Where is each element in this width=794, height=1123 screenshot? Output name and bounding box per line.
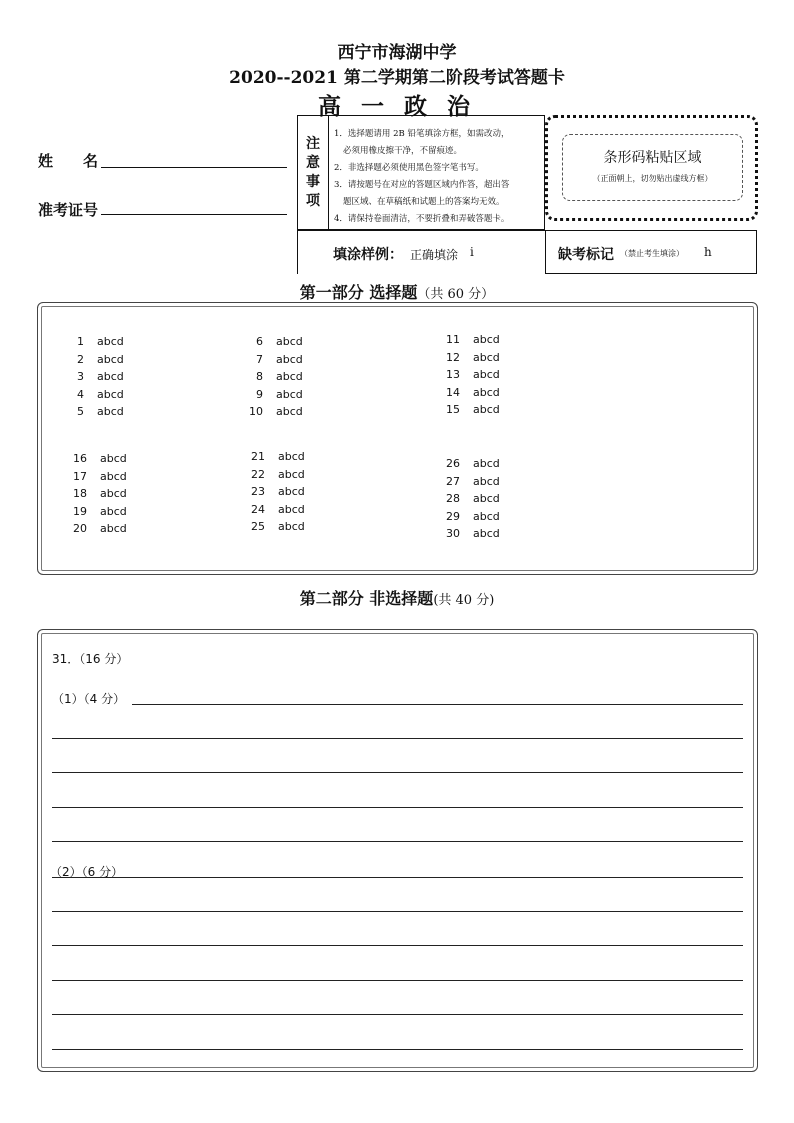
question-number: 21	[251, 450, 265, 463]
mcq-question	[241, 405, 303, 418]
answer-options[interactable]: abcd	[473, 509, 500, 523]
mcq-question	[438, 527, 500, 540]
answer-options[interactable]: abcd	[100, 487, 127, 500]
answer-options[interactable]: abcd	[97, 335, 124, 348]
answer-options[interactable]: abcd	[276, 387, 303, 401]
absent-label: 缺考标记	[558, 247, 614, 263]
mcq-question	[438, 386, 500, 399]
mcq-question	[62, 388, 124, 401]
question-number: 2	[77, 352, 84, 366]
answer-line[interactable]	[52, 1049, 743, 1050]
question-number: 28	[446, 492, 460, 505]
answer-options[interactable]: abcd	[278, 485, 305, 498]
answer-line[interactable]	[52, 772, 743, 773]
name-field[interactable]	[101, 167, 287, 168]
question-number: 26	[446, 457, 460, 470]
answer-options[interactable]: abcd	[97, 387, 124, 401]
mcq-question	[65, 522, 127, 535]
answer-options[interactable]: abcd	[473, 492, 500, 505]
absent-note: （禁止考生填涂）	[620, 249, 684, 258]
answer-line[interactable]	[52, 980, 743, 981]
question-number: 5	[77, 405, 84, 418]
question-number: 11	[446, 333, 460, 346]
answer-options[interactable]: abcd	[473, 385, 500, 399]
notice-heading: 注 意 事 项	[298, 116, 329, 229]
question-number: 7	[256, 352, 263, 366]
notice-box	[297, 115, 545, 230]
question-number: 16	[73, 452, 87, 465]
mcq-question	[65, 487, 127, 500]
q31-sub2-label: （2）（6 分）	[50, 865, 124, 879]
name-label: 姓 名	[38, 152, 99, 170]
fill-sample-box	[297, 230, 545, 274]
answer-options[interactable]: abcd	[473, 368, 500, 381]
answer-options[interactable]: abcd	[473, 333, 500, 346]
notice-items	[334, 126, 538, 228]
answer-options[interactable]: abcd	[473, 457, 500, 470]
mcq-question	[438, 475, 500, 488]
absent-mark-box	[545, 230, 757, 274]
answer-options[interactable]: abcd	[276, 352, 303, 366]
answer-line[interactable]	[52, 807, 743, 808]
q31-heading: 31．（16 分）	[52, 652, 129, 666]
question-number: 24	[251, 502, 265, 516]
answer-line[interactable]	[52, 738, 743, 739]
answer-options[interactable]: abcd	[473, 403, 500, 416]
q31-sub1-label: （1）（4 分）	[52, 692, 126, 706]
question-number: 12	[446, 350, 460, 364]
part2-title: 第二部分 非选择题(共 40 分)	[299, 589, 495, 608]
question-number: 18	[73, 487, 87, 500]
mcq-question	[65, 452, 127, 465]
answer-options[interactable]: abcd	[100, 504, 127, 518]
fill-sample-correct: 正确填涂	[410, 248, 459, 262]
mcq-question	[438, 333, 500, 346]
answer-line[interactable]	[52, 911, 743, 912]
mcq-question	[438, 351, 500, 364]
mcq-question	[243, 468, 305, 481]
mcq-question	[438, 492, 500, 505]
answer-options[interactable]: abcd	[278, 450, 305, 463]
barcode-area	[545, 115, 758, 221]
mcq-question	[62, 405, 124, 418]
exam-number-field[interactable]	[101, 214, 287, 215]
notice-item: 1．选择题请用 2B 铅笔填涂方框，如需改动，	[334, 129, 510, 139]
answer-options[interactable]: abcd	[276, 370, 303, 383]
mcq-question	[65, 505, 127, 518]
notice-item: 必须用橡皮擦干净，不留痕迹。	[343, 146, 463, 156]
question-number: 8	[256, 370, 263, 383]
exam-title: 2020--2021 第二学期第二阶段考试答题卡	[229, 68, 565, 88]
part1-title: 第一部分 选择题（共 60 分）	[299, 283, 495, 302]
mcq-question	[241, 353, 303, 366]
answer-options[interactable]: abcd	[473, 474, 500, 488]
question-number: 3	[77, 370, 84, 383]
question-number: 1	[77, 335, 84, 348]
question-number: 14	[446, 385, 460, 399]
question-number: 20	[73, 522, 87, 535]
answer-options[interactable]: abcd	[278, 520, 305, 533]
answer-line[interactable]	[52, 1014, 743, 1015]
question-number: 25	[251, 520, 265, 533]
question-number: 29	[446, 509, 460, 523]
mcq-question	[243, 485, 305, 498]
subject-title: 高 一 政 治	[317, 93, 477, 120]
answer-options[interactable]: abcd	[97, 405, 124, 418]
notice-item: 2．非选择题必须使用黑色签字笔书写。	[334, 163, 484, 173]
answer-options[interactable]: abcd	[100, 522, 127, 535]
answer-options[interactable]: abcd	[100, 469, 127, 483]
mcq-question	[241, 335, 303, 348]
question-number: 19	[73, 504, 87, 518]
mcq-question	[241, 370, 303, 383]
answer-options[interactable]: abcd	[100, 452, 127, 465]
question-number: 15	[446, 403, 460, 416]
question-number: 13	[446, 368, 460, 381]
answer-options[interactable]: abcd	[97, 352, 124, 366]
barcode-subtitle: （正面朝上，切勿贴出虚线方框）	[592, 174, 713, 183]
answer-line[interactable]	[52, 945, 743, 946]
mcq-question	[65, 470, 127, 483]
answer-options[interactable]: abcd	[278, 502, 305, 516]
question-number: 9	[256, 387, 263, 401]
mcq-question	[438, 457, 500, 470]
answer-options[interactable]: abcd	[276, 335, 303, 348]
fill-sample-mark: i	[470, 245, 474, 259]
barcode-title: 条形码粘贴区域	[603, 150, 702, 166]
part2-frame	[37, 629, 758, 1072]
mcq-question	[62, 335, 124, 348]
mcq-question	[438, 510, 500, 523]
notice-item: 题区域、在草稿纸和试题上的答案均无效。	[343, 197, 505, 207]
answer-options[interactable]: abcd	[473, 527, 500, 540]
mcq-question	[243, 503, 305, 516]
mcq-question	[438, 368, 500, 381]
question-number: 4	[77, 387, 84, 401]
answer-options[interactable]: abcd	[97, 370, 124, 383]
exam-number-label: 准考证号	[38, 201, 99, 219]
question-number: 10	[249, 405, 263, 418]
answer-line[interactable]	[52, 841, 743, 842]
question-number: 17	[73, 469, 87, 483]
question-number: 22	[251, 467, 265, 481]
answer-line[interactable]	[52, 877, 743, 878]
part1-frame	[37, 302, 758, 575]
question-number: 6	[256, 335, 263, 348]
notice-item: 4．请保持卷面清洁，不要折叠和弄破答题卡。	[334, 214, 510, 224]
school-name: 西宁市海湖中学	[337, 43, 457, 63]
mcq-question	[438, 403, 500, 416]
mcq-question	[241, 388, 303, 401]
answer-options[interactable]: abcd	[278, 467, 305, 481]
fill-sample-label: 填涂样例：	[333, 247, 403, 263]
absent-checkbox[interactable]: h	[704, 245, 712, 259]
question-number: 30	[446, 527, 460, 540]
answer-options[interactable]: abcd	[473, 350, 500, 364]
barcode-inner-box	[562, 134, 743, 201]
mcq-question	[62, 370, 124, 383]
notice-item: 3．请按题号在对应的答题区域内作答，超出答	[334, 180, 510, 190]
mcq-question	[243, 450, 305, 463]
mcq-question	[62, 353, 124, 366]
mcq-question	[243, 520, 305, 533]
question-number: 23	[251, 485, 265, 498]
question-number: 27	[446, 474, 460, 488]
answer-line[interactable]	[132, 704, 743, 705]
answer-options[interactable]: abcd	[276, 405, 303, 418]
